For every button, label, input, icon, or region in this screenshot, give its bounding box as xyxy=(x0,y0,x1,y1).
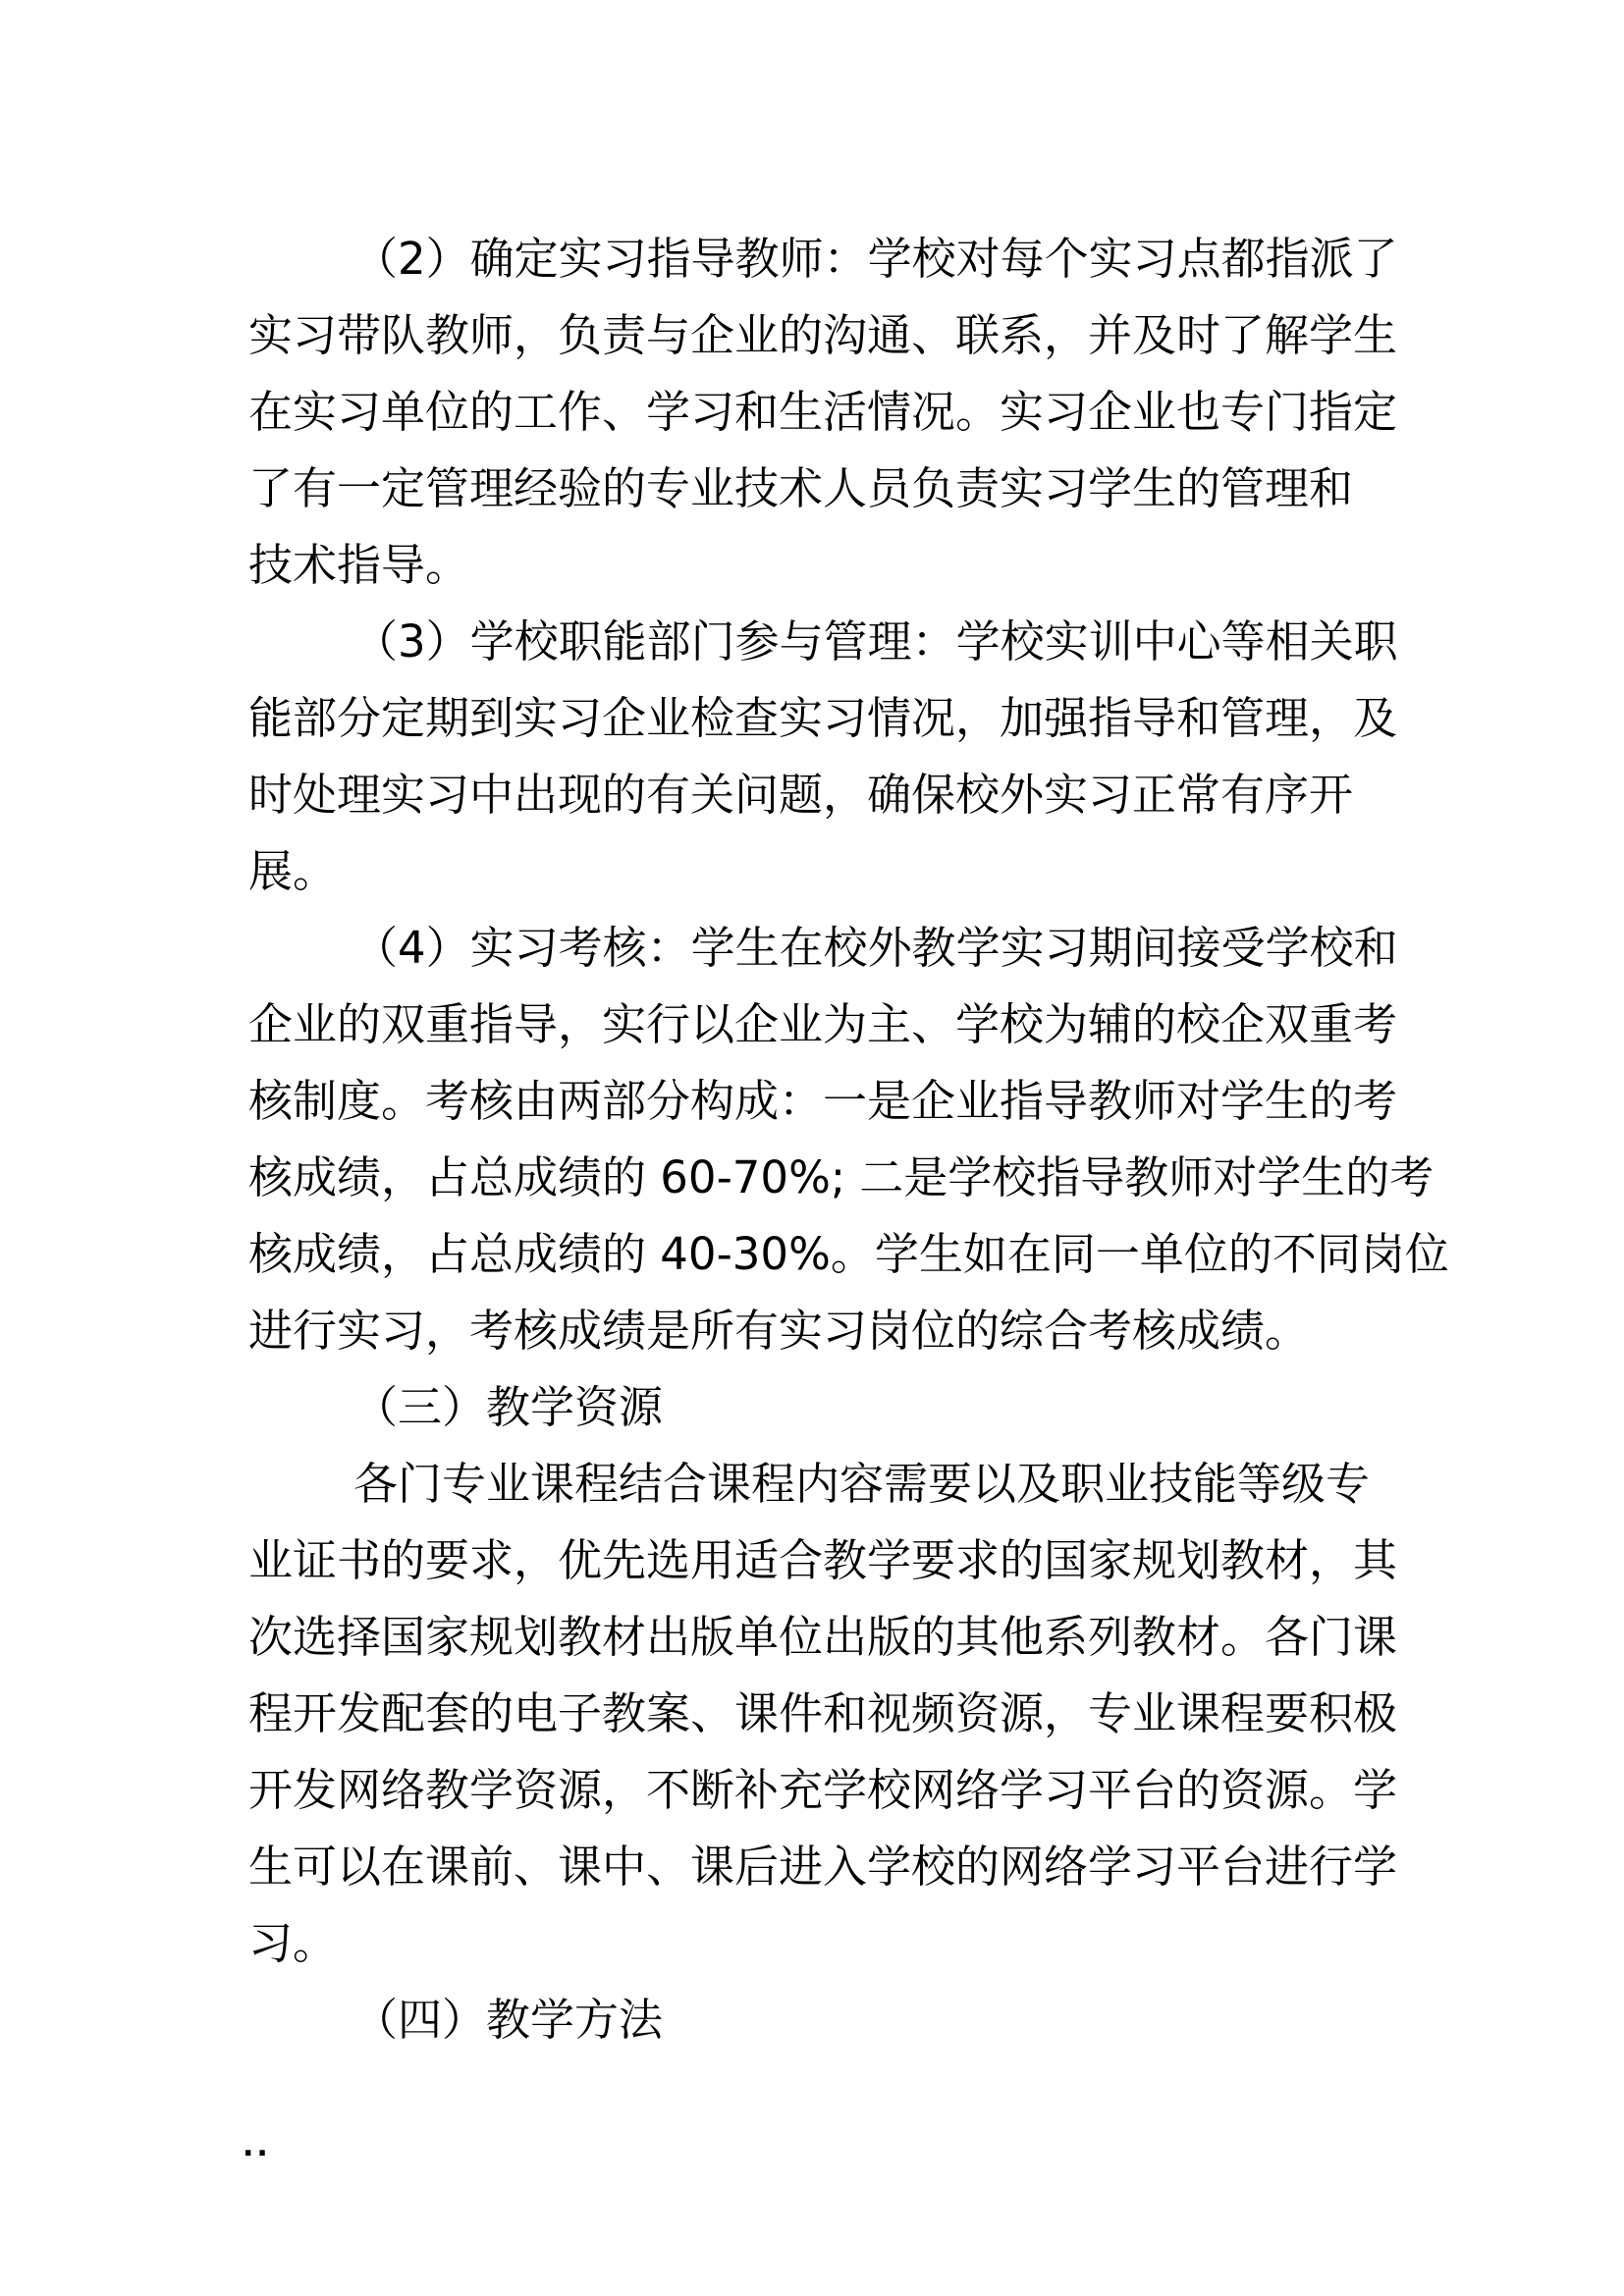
paragraph-line: 习。 xyxy=(248,1917,338,1969)
paragraph-line: 能部分定期到实习企业检查实习情况，加强指导和管理，及 xyxy=(248,692,1398,744)
paragraph-line: 在实习单位的工作、学习和生活情况。实习企业也专门指定 xyxy=(248,386,1398,438)
section-heading: （四）教学方法 xyxy=(353,1994,664,2046)
paragraph-line: 程开发配套的电子教案、课件和视频资源，专业课程要积极 xyxy=(248,1687,1398,1739)
paragraph-line: 时处理实习中出现的有关问题，确保校外实习正常有序开 xyxy=(248,769,1354,821)
paragraph-line: （2）确定实习指导教师：学校对每个实习点都指派了 xyxy=(353,233,1398,285)
paragraph-line: 核制度。考核由两部分构成：一是企业指导教师对学生的考 xyxy=(248,1075,1398,1127)
paragraph-line: 技术指导。 xyxy=(248,539,470,591)
paragraph-line: 核成绩，占总成绩的 60-70%; 二是学校指导教师对学生的考 xyxy=(248,1151,1435,1203)
paragraph-line: 开发网络教学资源，不断补充学校网络学习平台的资源。学 xyxy=(248,1764,1398,1816)
paragraph-line: 了有一定管理经验的专业技术人员负责实习学生的管理和 xyxy=(248,462,1354,514)
paragraph-line: 企业的双重指导，实行以企业为主、学校为辅的校企双重考 xyxy=(248,998,1398,1050)
paragraph-line: （3）学校职能部门参与管理：学校实训中心等相关职 xyxy=(353,615,1398,667)
document-body xyxy=(248,221,1449,2058)
footer-mark: .. xyxy=(243,2129,271,2163)
section-heading: （三）教学资源 xyxy=(353,1381,664,1433)
paragraph-line: 次选择国家规划教材出版单位出版的其他系列教材。各门课 xyxy=(248,1611,1398,1663)
paragraph-line: 实习带队教师，负责与企业的沟通、联系，并及时了解学生 xyxy=(248,309,1398,361)
paragraph-line: 核成绩，占总成绩的 40-30%。学生如在同一单位的不同岗位 xyxy=(248,1228,1449,1280)
paragraph-line: 生可以在课前、课中、课后进入学校的网络学习平台进行学 xyxy=(248,1841,1398,1893)
paragraph-line: 展。 xyxy=(248,845,338,897)
paragraph-line: （4）实习考核：学生在校外教学实习期间接受学校和 xyxy=(353,922,1398,974)
paragraph-line: 各门专业课程结合课程内容需要以及职业技能等级专 xyxy=(353,1458,1371,1510)
paragraph-line: 业证书的要求，优先选用适合教学要求的国家规划教材，其 xyxy=(248,1534,1398,1586)
paragraph-line: 进行实习，考核成绩是所有实习岗位的综合考核成绩。 xyxy=(248,1305,1310,1357)
